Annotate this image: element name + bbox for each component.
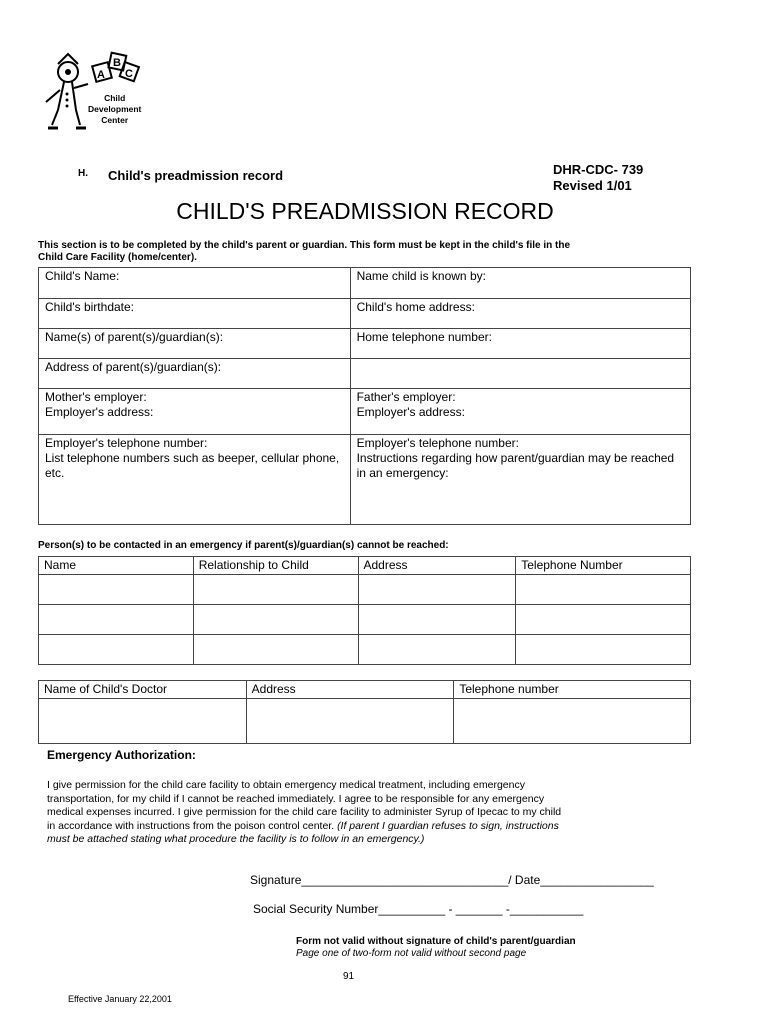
col-header-telephone: Telephone Number (516, 557, 691, 575)
table-cell[interactable] (358, 605, 516, 635)
home-address-field[interactable]: Child's home address: (350, 299, 690, 329)
father-employer-address-label: Employer's address: (356, 405, 465, 419)
parent-address-field[interactable]: Address of parent(s)/guardian(s): (39, 359, 351, 389)
table-cell[interactable] (193, 635, 358, 665)
logo-block-a: A (97, 69, 105, 81)
effective-date: Effective January 22,2001 (68, 994, 172, 1004)
intro-line-2: Child Care Facility (home/center). (38, 252, 197, 263)
col-header-doctor: Name of Child's Doctor (39, 681, 247, 699)
logo-text (88, 93, 141, 126)
signature-date-line[interactable]: Signature_______________________________/ Date_________________ (250, 873, 654, 887)
mother-employer-label: Mother's employer: (45, 390, 147, 404)
logo-line-1: Child (104, 93, 126, 103)
doctor-table (38, 680, 691, 744)
father-employer-label: Father's employer: (356, 390, 456, 404)
auth-line-5 (47, 833, 627, 847)
parents-field[interactable]: Name(s) of parent(s)/guardian(s): (39, 329, 351, 359)
table-row (39, 605, 691, 635)
logo-line-2: Development (88, 104, 142, 114)
table-cell[interactable] (39, 575, 194, 605)
table-cell[interactable] (39, 605, 194, 635)
birthdate-field[interactable]: Child's birthdate: (39, 299, 351, 329)
auth-line-4 (47, 820, 627, 834)
auth-line-4-italic: (If parent I guardian refuses to sign, instructions (337, 819, 559, 832)
mother-employer-phone-label: Employer's telephone number: (45, 436, 208, 450)
father-employer-phone-label: Employer's telephone number: (356, 436, 519, 450)
table-cell[interactable] (193, 575, 358, 605)
col-header-doctor-address: Address (246, 681, 454, 699)
table-row (39, 575, 691, 605)
section-title: Child's preadmission record (108, 168, 284, 183)
list-phones-label: List telephone numbers such as beeper, cellular phone, etc. (45, 451, 340, 480)
mother-employer-address-label: Employer's address: (45, 405, 154, 419)
table-cell[interactable] (358, 635, 516, 665)
form-number: DHR-CDC- 739 (553, 162, 644, 177)
table-cell[interactable] (193, 605, 358, 635)
auth-line-5-italic: must be attached stating what procedure the facility is to follow in an emergency.) (47, 833, 425, 845)
logo-line-3: Center (101, 115, 129, 125)
section-letter: H. (78, 168, 88, 179)
table-row (39, 699, 691, 744)
form-number-block (553, 162, 643, 194)
revised-date: Revised 1/01 (553, 178, 632, 193)
page-note: Page one of two-form not valid without second page (296, 948, 527, 959)
emergency-contacts-label: Person(s) to be contacted in an emergency if parent(s)/guardian(s) cannot be reached: (38, 540, 449, 551)
auth-line-2: transportation, for my child if I cannot be reached immediately. I agree to be responsible for any emergency (47, 792, 545, 805)
authorization-title: Emergency Authorization: (47, 748, 196, 762)
col-header-address: Address (358, 557, 516, 575)
table-cell[interactable] (516, 575, 691, 605)
table-cell[interactable] (246, 699, 454, 744)
auth-line-4-plain: in accordance with instructions from the poison control center. (47, 819, 338, 832)
authorization-text (47, 779, 627, 847)
emergency-contacts-table (38, 556, 691, 665)
table-cell[interactable] (39, 635, 194, 665)
page-title: CHILD'S PREADMISSION RECORD (176, 198, 554, 224)
known-by-field[interactable]: Name child is known by: (350, 268, 690, 299)
logo-block-b: B (113, 57, 121, 69)
ssn-line[interactable]: Social Security Number__________ - _______ -___________ (253, 902, 584, 916)
father-employer-field[interactable] (350, 389, 690, 435)
auth-line-1: I give permission for the child care facility to obtain emergency medical treatment, including emergency (47, 779, 525, 791)
table-cell[interactable] (516, 605, 691, 635)
table-cell[interactable] (358, 575, 516, 605)
mother-employer-phone-field[interactable] (39, 435, 351, 525)
page-number: 91 (343, 971, 355, 982)
intro-line-1: This section is to be completed by the child's parent or guardian. This form must be kept in the child's file in the (38, 240, 571, 251)
logo-block-c: C (125, 68, 133, 80)
col-header-relationship: Relationship to Child (193, 557, 358, 575)
col-header-doctor-telephone: Telephone number (454, 681, 691, 699)
table-cell[interactable] (516, 635, 691, 665)
table-cell[interactable] (39, 699, 247, 744)
home-phone-field[interactable]: Home telephone number: (350, 329, 690, 359)
auth-line-3: medical expenses incurred. I give permission for the child care facility to administer Syrup of Ipecac to my child (47, 806, 562, 818)
intro-text (38, 240, 570, 264)
table-cell[interactable] (454, 699, 691, 744)
child-info-table (38, 267, 691, 525)
table-row (39, 635, 691, 665)
col-header-name: Name (39, 557, 194, 575)
childs-name-field[interactable]: Child's Name: (39, 268, 351, 299)
not-valid-notice: Form not valid without signature of child's parent/guardian (296, 936, 576, 947)
empty-cell[interactable] (350, 359, 690, 389)
father-employer-phone-field[interactable] (350, 435, 690, 525)
mother-employer-field[interactable] (39, 389, 351, 435)
instructions-label: Instructions regarding how parent/guardian may be reached in an emergency: (356, 451, 675, 480)
